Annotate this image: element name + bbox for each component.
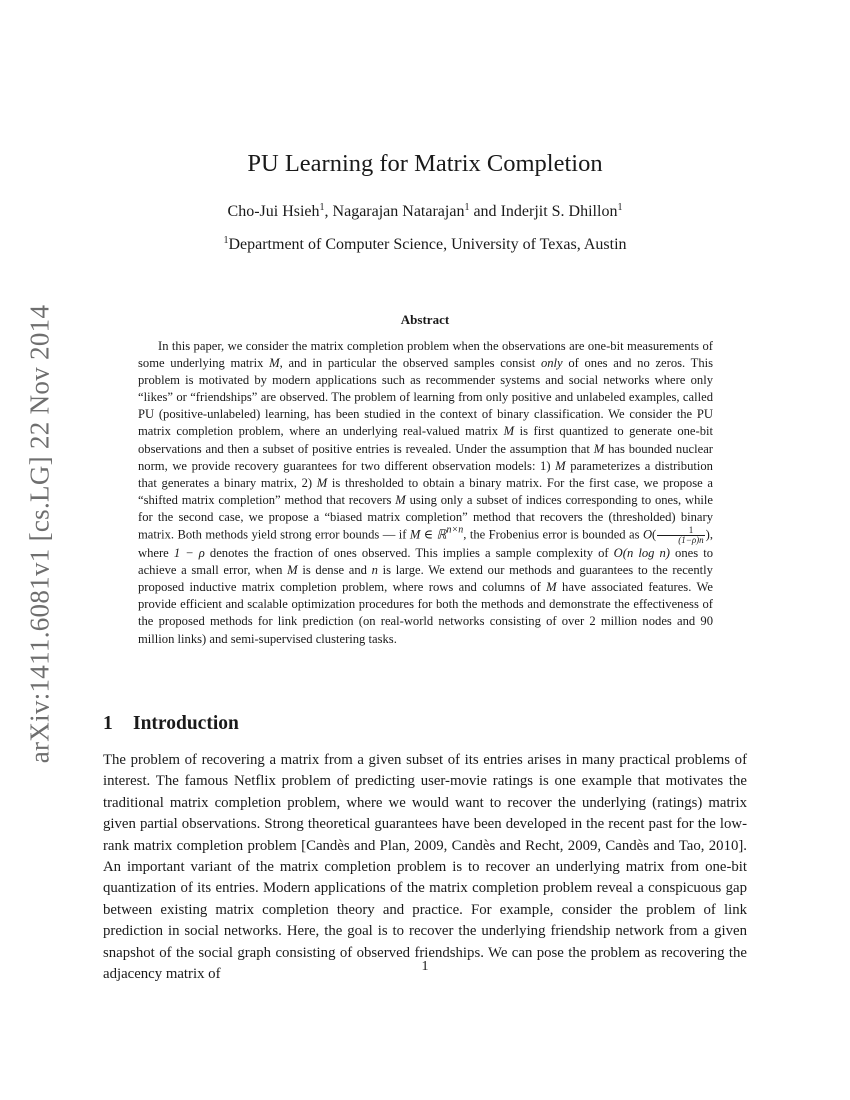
- abstract-text: parameterizes a distribution that generates a binary matrix, 2): [138, 458, 713, 490]
- abstract-text: is dense and: [297, 563, 372, 578]
- abstract-text: denotes the fraction of ones observed. This implies a sample complexity of: [204, 546, 614, 561]
- math-superscript: n×n: [446, 524, 464, 536]
- author-list: [0, 203, 850, 221]
- math-expression: M ∈ ℝ: [409, 527, 447, 542]
- paper-title: PU Learning for Matrix Completion: [247, 150, 603, 177]
- abstract-text: of ones and no zeros. This problem is motivated by modern applications such as recommender systems and social networks where only “likes” or “friendships” are observed. The problem of learning from only positive and unlabeled examples, called PU (positive-unlabeled) learning, has been studied in the context of binary classification. We consider the PU matrix completion problem, where an underlying real-valued matrix: [138, 356, 714, 439]
- abstract-body: [138, 338, 713, 648]
- math-symbol: n: [371, 563, 378, 578]
- math-symbol: M: [555, 458, 566, 473]
- emphasis-text: only: [540, 356, 563, 371]
- math-symbol: M: [593, 441, 605, 456]
- abstract-text: , where: [138, 527, 713, 561]
- abstract-paragraph: In this paper, we consider the matrix completion problem when the observations are one-bit measurements of some underlying matrix M, and in particular the observed samples consist only of ones and no zeros. This problem is motivated by modern applications such as recommender systems and social networks where only “likes” or “friendships” are observed. The problem of learning from only positive and unlabeled examples, called PU (positive-unlabeled) learning, has been studied in the context of binary classification. We consider the PU matrix completion problem, where an underlying real-valued matrix M is first quantized to generate one-bit observations and then a subset of positive entries is revealed. Under the assumption that M has bounded nuclear norm, we provide recovery guarantees for two different observation models: 1) M parameterizes a distribution that generates a binary matrix, 2) M is thresholded to obtain a binary matrix. For the first case, we propose a “shifted matrix completion” method that recovers M using only a subset of indices corresponding to ones, while for the second case, we propose a “biased matrix completion” method that recovers the (thresholded) binary matrix. Both methods yield strong error bounds — if M ∈ ℝ$^{n\times n}$, the Frobenius error is bounded as O( $\frac{1}{(1-\rho)n}$ ), where 1 − ρ denotes the fraction of ones observed. This implies a sample complexity of O(n log n) ones to achieve a small error, when M is dense and n is large. We extend our methods and guarantees to the recently proposed inductive matrix completion problem, where rows and columns of M have associated features. We provide efficient and scalable optimization procedures for both the methods and demonstrate the effectiveness of the proposed methods for link prediction (on real-world networks consisting of over 2 million nodes and 90 million links) and semi-supervised clustering tasks.: [138, 339, 714, 646]
- introduction-paragraph: The problem of recovering a matrix from a given subset of its entries arises in many practical problems of interest. The famous Netflix problem of predicting user-movie ratings is one example that motivates the traditional matrix completion problem, where we would want to recover the underlying (ratings) matrix given partial observations. Strong theoretical guarantees have been developed in the recent past for the low-rank matrix completion problem [Candès and Plan, 2009, Candès and Recht, 2009, Candès and Tao, 2010]. An important variant of the matrix completion problem is to recover an underlying matrix from one-bit quantization of its entries. Modern applications of the matrix completion problem reveal a conspicuous gap between existing matrix completion theory and practice. For example, consider the problem of link prediction in social networks. Here, the goal is to recover the underlying friendship network from a given snapshot of the social graph consisting of observed friendships. We can pose the problem as recovering the adjacency matrix of: [103, 752, 747, 983]
- page-number: 1: [421, 959, 429, 974]
- author-affiliation-mark: 1: [617, 202, 623, 213]
- math-symbol: M: [316, 475, 328, 490]
- fraction-denominator: (1−ρ)n: [678, 535, 704, 546]
- author-affiliation-mark: 1: [464, 202, 470, 213]
- math-symbol: M: [395, 492, 406, 507]
- math-symbol: M: [503, 424, 515, 439]
- section-number: 1: [103, 713, 113, 734]
- affiliation-mark: 1: [223, 235, 229, 246]
- abstract-text: using only a subset of indices corresponding to ones, while for the second case, we propose a “biased matrix completion” method that recovers the (thresholded) binary matrix. Both methods yield strong error bounds — if: [138, 492, 713, 542]
- section-heading: [103, 713, 239, 735]
- author-name: Inderjit S. Dhillon: [500, 203, 618, 220]
- author-affiliation-mark: 1: [319, 202, 325, 213]
- abstract-text: has bounded nuclear norm, we provide recovery guarantees for two different observation models: 1): [138, 441, 713, 473]
- abstract-text: is large. We extend our methods and guarantees to the recently proposed inductive matrix completion problem, where rows and columns of: [138, 563, 713, 595]
- math-expression: O(n log n): [613, 546, 670, 561]
- abstract-text: is first quantized to generate one-bit observations and then a subset of positive entries is revealed. Under the assumption that: [138, 424, 714, 456]
- affiliation: [0, 236, 850, 254]
- abstract-text: have associated features. We provide efficient and scalable optimization procedures for both the methods and demonstrate the effectiveness of the proposed methods for link prediction (on real-world networks consisting of over 2 million nodes and 90 million links) and semi-supervised clustering tasks.: [138, 580, 713, 646]
- author-name: Nagarajan Natarajan: [332, 203, 465, 220]
- abstract-text: In this paper, we consider the matrix completion problem when the observations are one-bit measurements of some underlying matrix: [138, 339, 713, 371]
- math-expression: 1 − ρ: [173, 546, 205, 561]
- math-symbol: M: [287, 563, 298, 578]
- section-title: Introduction: [133, 713, 239, 734]
- abstract-heading: Abstract: [400, 312, 450, 327]
- math-fraction: [657, 526, 704, 545]
- abstract-text: , the Frobenius error is bounded as: [463, 527, 643, 542]
- fraction-numerator: 1: [657, 526, 704, 536]
- math-symbol: O: [642, 527, 653, 542]
- author-separator: and: [469, 203, 501, 220]
- arxiv-identifier: arXiv:1411.6081v1 [cs.LG] 22 Nov 2014: [24, 304, 55, 764]
- affiliation-text: Department of Computer Science, University of Texas, Austin: [228, 236, 627, 253]
- author-separator: ,: [324, 203, 333, 220]
- abstract-text: , and in particular the observed samples consist: [279, 356, 541, 371]
- abstract-text: ones to achieve a small error, when: [138, 546, 714, 578]
- arxiv-sidebar-stamp: [18, 292, 62, 776]
- math-symbol: M: [269, 356, 280, 371]
- math-symbol: M: [546, 580, 557, 595]
- abstract-text: is thresholded to obtain a binary matrix. For the first case, we propose a “shifted matrix completion” method that recovers: [138, 475, 713, 507]
- author-name: Cho-Jui Hsieh: [227, 203, 320, 220]
